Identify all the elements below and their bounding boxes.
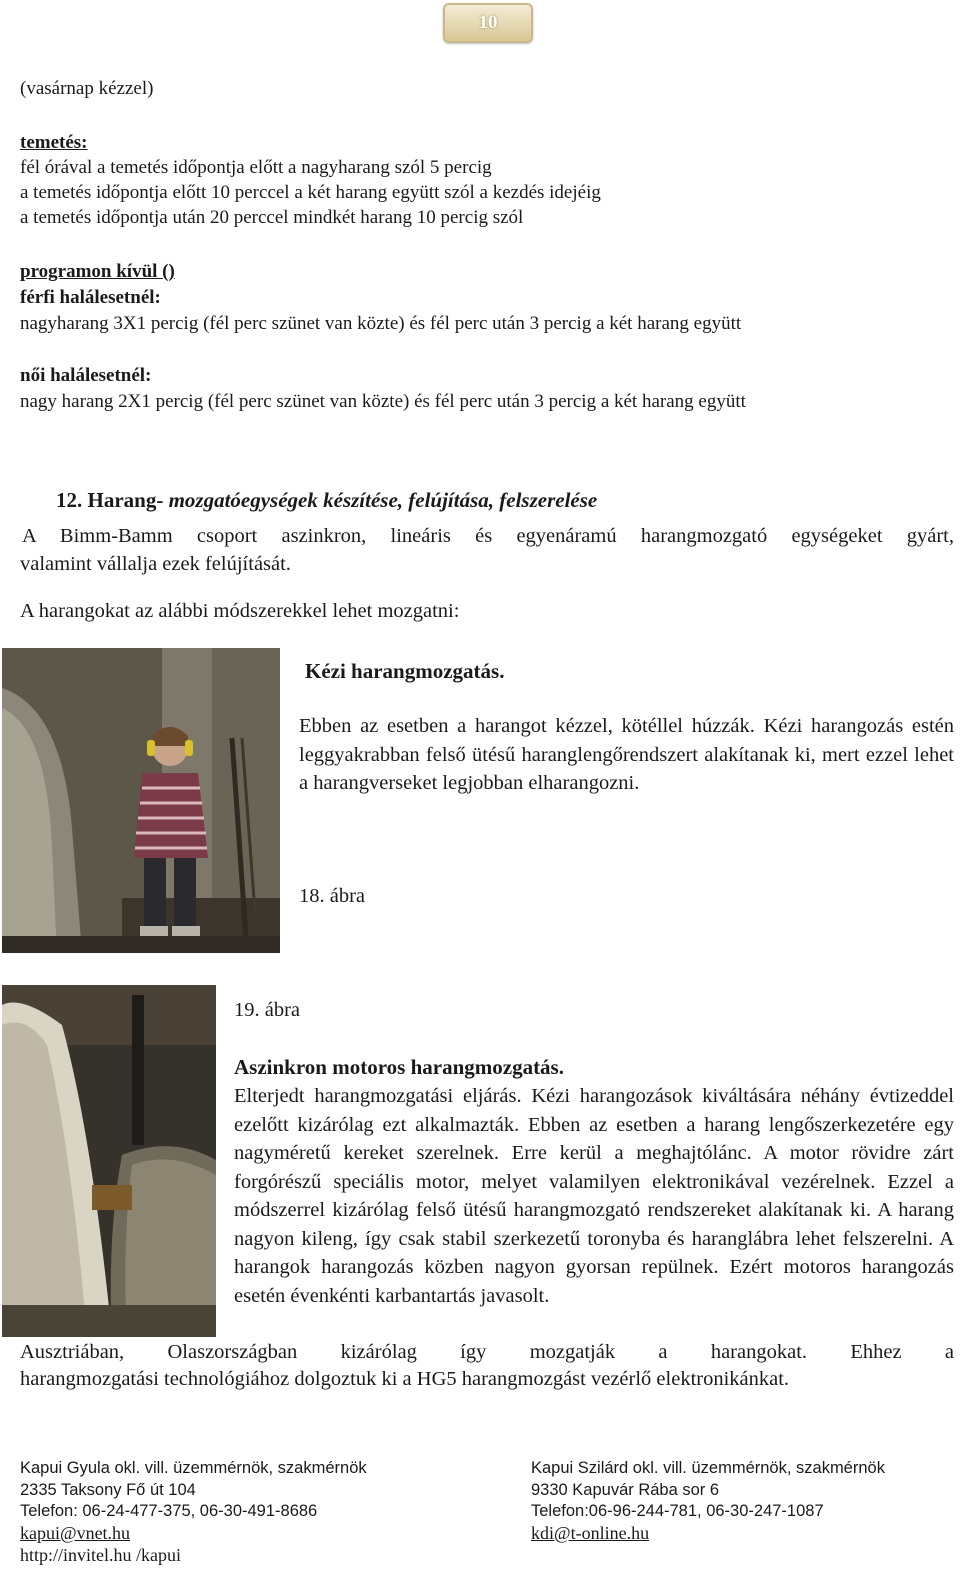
off-program-title: programon kívül ()	[20, 261, 175, 282]
figure-19-caption: 19. ábra	[234, 999, 301, 1021]
funeral-line-1: fél órával a temetés időpontja előtt a nagyharang szól 5 percig	[20, 157, 492, 178]
footer-right-email-link[interactable]: kdi@t-online.hu	[531, 1522, 650, 1543]
section-intro-line-1: A Bimm-Bamm csoport aszinkron, lineáris és egyenáramú harangmozgató egységeket gyárt,	[22, 525, 954, 547]
figure-19-photo	[2, 985, 216, 1337]
methods-line: A harangokat az alábbi módszerekkel lehet mozgatni:	[20, 600, 460, 622]
async-full-line-2: harangmozgatási technológiához dolgoztuk ki a HG5 harangmozgást vezérlő elektronikánkat.	[20, 1368, 790, 1390]
manual-text: Ebben az esetben a harangot kézzel, kötéllel húzzák. Kézi harangozás estén leggyakrabban felső ütésű haranglengőrendszert alakítanak ki, mert ezzel lehet a harangverseket legjobban elharangozni.	[299, 715, 954, 794]
female-death-text: nagy harang 2X1 percig (fél perc szünet van közte) és fél perc után 3 percig a két harang együtt	[20, 391, 746, 412]
section-title: mozgatóegységek készítése, felújítása, felszerelése	[168, 488, 598, 512]
footer-left-phone: Telefon: 06-24-477-375, 06-30-491-8686	[20, 1502, 318, 1520]
footer-left	[20, 1458, 500, 1567]
footer-right-name: Kapui Szilárd okl. vill. üzemmérnök, szakmérnök	[531, 1459, 885, 1477]
async-full-line-1: Ausztriában, Olaszországban kizárólag így mozgatják a harangokat. Ehhez a	[20, 1341, 954, 1363]
funeral-title: temetés:	[20, 132, 88, 153]
manual-title: Kézi harangmozgatás.	[305, 659, 505, 683]
section-number: 12. Harang-	[56, 488, 164, 512]
intro-text: (vasárnap kézzel)	[20, 78, 154, 99]
footer-left-address: 2335 Taksony Fő út 104	[20, 1480, 196, 1499]
funeral-line-3: a temetés időpontja után 20 perccel mindkét harang 10 percig szól	[20, 207, 524, 228]
footer-right-address: 9330 Kapuvár Rába sor 6	[531, 1480, 720, 1499]
footer-left-web: http://invitel.hu /kapui	[20, 1545, 181, 1565]
async-text: Elterjedt harangmozgatási eljárás. Kézi harangozások kiváltására néhány évtizeddel ezelőtt kizárólag ezt alkalmazták. Ebben az esetben a harang lengőszerkezetére egy nagyméretű kereket szerelnek. Erre kerül a meghajtólánc. A motor rövidre zárt forgórészű speciális motor, melyet valamilyen elektronikával vezérelnek. Ezzel a módszerrel kizárólag felső ütésű harangmozgató rendszereket alakítanak ki. A harang nagyon kileng, így csak stabil szerkezetű toronyba és haranglábra lehet felszerelni. A harangok harangozás közben nagyon gyorsan repülnek. Ezért motoros harangozás esetén évenkénti karbantartás javasolt.	[234, 1085, 954, 1307]
footer-left-name: Kapui Gyula okl. vill. üzemmérnök, szakmérnök	[20, 1459, 367, 1477]
footer-left-email-link[interactable]: kapui@vnet.hu	[20, 1522, 131, 1543]
male-death-title: férfi halálesetnél:	[20, 287, 161, 308]
footer-right	[531, 1458, 951, 1545]
male-death-text: nagyharang 3X1 percig (fél perc szünet van közte) és fél perc után 3 percig a két harang együtt	[20, 313, 742, 334]
async-title: Aszinkron motoros harangmozgatás.	[234, 1055, 564, 1079]
figure-18-photo	[2, 648, 280, 953]
footer-right-phone: Telefon:06-96-244-781, 06-30-247-1087	[531, 1502, 824, 1520]
section-heading	[56, 488, 597, 513]
female-death-title: női halálesetnél:	[20, 365, 152, 386]
funeral-line-2: a temetés időpontja előtt 10 perccel a két harang együtt szól a kezdés idejéig	[20, 182, 601, 203]
section-intro-line-2: valamint vállalja ezek felújítását.	[20, 553, 291, 575]
figure-18-caption: 18. ábra	[299, 885, 366, 907]
page-number-badge: 10	[443, 3, 533, 43]
